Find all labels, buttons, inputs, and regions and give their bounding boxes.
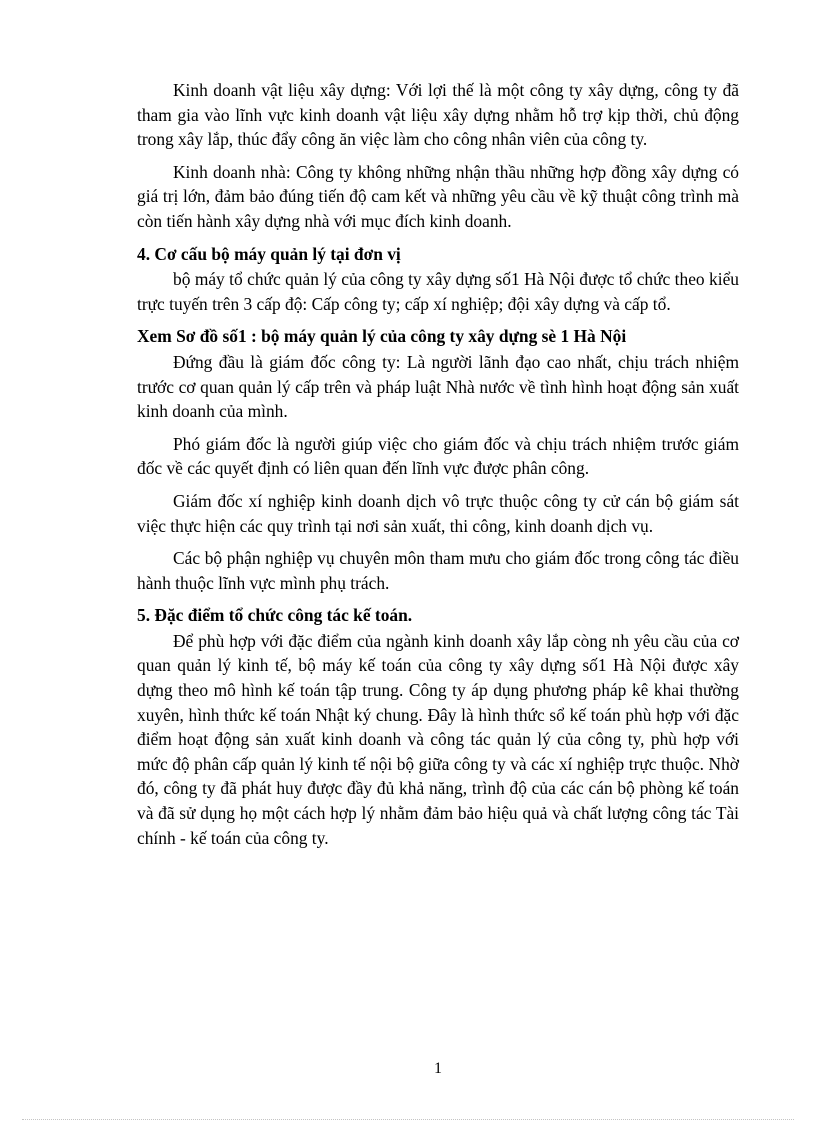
paragraph-housing-business: Kinh doanh nhà: Công ty không những nhận thầu những hợp đồng xây dựng có giá trị lớn, đảm bảo đúng tiến độ cam kết và những yêu cầu về kỹ thuật công trình mà còn tiến hành xây dựng nhà với mục đích kinh doanh.: [137, 161, 739, 231]
document-body: [137, 78, 739, 858]
paragraph-enterprise-director: Giám đốc xí nghiệp kinh doanh dịch vô trực thuộc công ty cử cán bộ giám sát việc thực hiện các quy trình tại nơi sản xuất, thi công, kinh doanh dịch vụ.: [137, 490, 739, 536]
heading-see-diagram: Xem Sơ đồ số1 : bộ máy quản lý của công ty xây dựng sè 1 Hà Nội: [137, 326, 627, 347]
paragraph-building-materials: Kinh doanh vật liệu xây dựng: Với lợi thế là một công ty xây dựng, công ty đã tham gia vào lĩnh vực kinh doanh vật liệu xây dựng nhằm hỗ trợ kịp thời, chủ động trong xây lắp, thúc đẩy công ăn việc làm cho công nhân viên của công ty.: [137, 80, 739, 150]
heading-accounting-organization: 5. Đặc điểm tổ chức công tác kế toán.: [137, 605, 413, 626]
page-bottom-divider: [22, 1119, 794, 1120]
paragraph-deputy-director: Phó giám đốc là người giúp việc cho giám đốc và chịu trách nhiệm trước giám đốc về các quyết định có liên quan đến lĩnh vực được phân công.: [137, 433, 739, 479]
heading-management-structure: 4. Cơ cấu bộ máy quản lý tại đơn vị: [137, 243, 401, 264]
paragraph-departments: Các bộ phận nghiệp vụ chuyên môn tham mưu cho giám đốc trong công tác điều hành thuộc lĩnh vực mình phụ trách.: [137, 548, 739, 593]
paragraph-organization-levels: bộ máy tổ chức quản lý của công ty xây dựng số1 Hà Nội được tổ chức theo kiểu trực tuyến trên 3 cấp độ: Cấp công ty; cấp xí nghiệp; đội xây dựng và cấp tổ.: [137, 269, 739, 314]
page-number: 1: [434, 1060, 442, 1077]
paragraph-director: Đứng đầu là giám đốc công ty: Là người lãnh đạo cao nhất, chịu trách nhiệm trước cơ quan quản lý cấp trên và pháp luật Nhà nước về tình hình hoạt động sản xuất kinh doanh của mình.: [137, 351, 739, 422]
paragraph-accounting-system: Để phù hợp với đặc điểm của ngành kinh doanh xây lắp còng nh yêu cầu của cơ quan quản lý kinh tế, bộ máy kế toán của công ty xây dựng số1 Hà Nội được xây dựng theo mô hình kế toán tập trung. Công ty áp dụng phương pháp kê khai thường xuyên, hình thức kế toán Nhật ký chung. Đây là hình thức sổ kế toán phù hợp với đặc điểm hoạt động sản xuất kinh doanh và công tác quản lý của công ty, phù hợp với mức độ phân cấp quản lý kinh tế nội bộ giữa công ty và các xí nghiệp trực thuộc. Nhờ đó, công ty đã phát huy được đầy đủ khả năng, trình độ của các cán bộ phòng kế toán và đã sử dụng họ một cách hợp lý nhằm đảm bảo hiệu quả và chất lượng công tác Tài chính - kế toán của công ty.: [137, 630, 739, 848]
